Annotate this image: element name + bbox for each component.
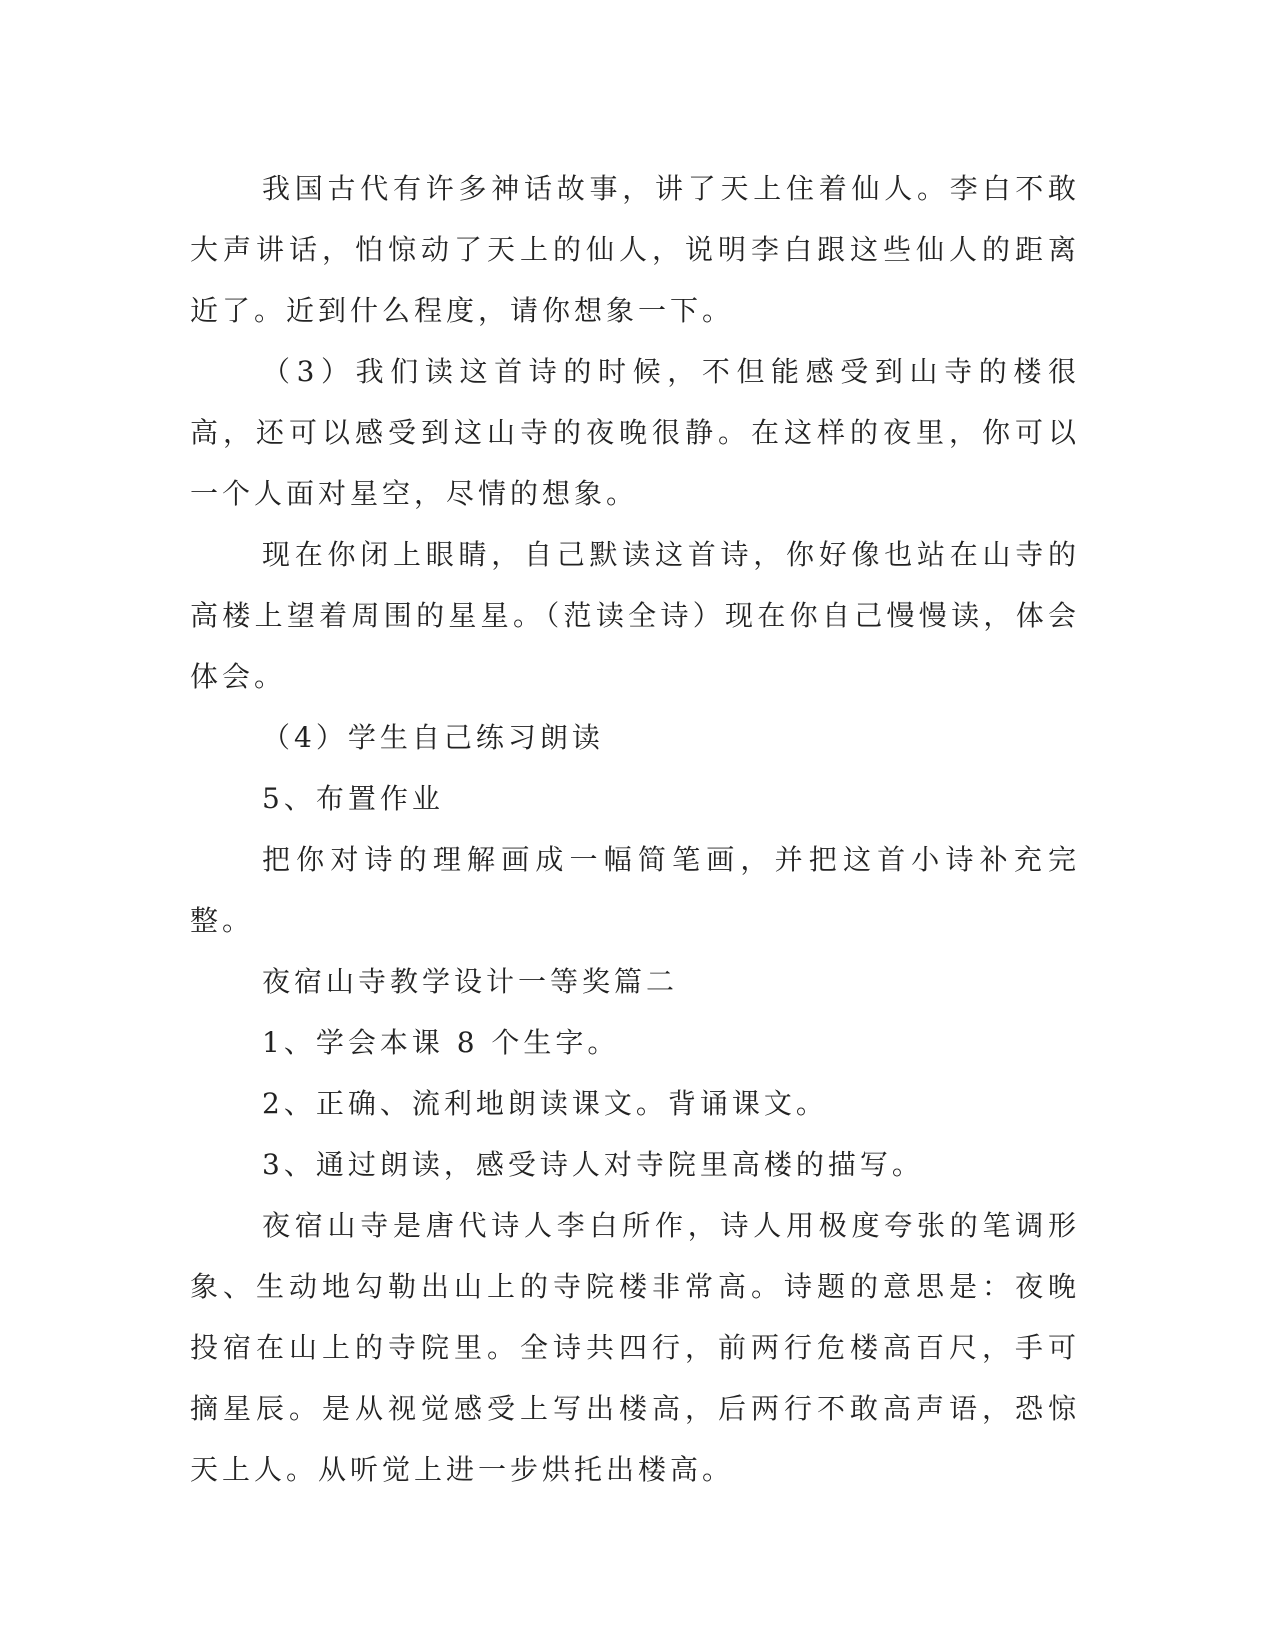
paragraph-step-3: （3）我们读这首诗的时候，不但能感受到山寺的楼很高，还可以感受到这山寺的夜晚很静。在这样的夜里，你可以一个人面对星空，尽情的想象。 <box>190 355 1080 510</box>
section-title: 夜宿山寺教学设计一等奖篇二 <box>262 965 679 998</box>
paragraph-step-4: （4）学生自己练习朗读 <box>262 721 604 754</box>
paragraph-homework-heading: 5、布置作业 <box>262 782 444 815</box>
goal-item-1: 1、学会本课 8 个生字。 <box>262 1026 620 1059</box>
paragraph-homework-task: 把你对诗的理解画成一幅简笔画，并把这首小诗补充完整。 <box>190 843 1080 937</box>
goal-item-2: 2、正确、流利地朗读课文。背诵课文。 <box>262 1087 828 1120</box>
goal-item-3: 3、通过朗读，感受诗人对寺院里高楼的描写。 <box>262 1148 924 1181</box>
paragraph-immortals: 我国古代有许多神话故事，讲了天上住着仙人。李白不敢大声讲话，怕惊动了天上的仙人，说明李白跟这些仙人的距离近了。近到什么程度，请你想象一下。 <box>190 172 1080 327</box>
document-body <box>190 158 1080 1500</box>
paragraph-close-eyes: 现在你闭上眼睛，自己默读这首诗，你好像也站在山寺的高楼上望着周围的星星。（范读全诗）现在你自己慢慢读，体会体会。 <box>190 538 1080 693</box>
paragraph-poem-intro: 夜宿山寺是唐代诗人李白所作，诗人用极度夸张的笔调形象、生动地勾勒出山上的寺院楼非常高。诗题的意思是：夜晚投宿在山上的寺院里。全诗共四行，前两行危楼高百尺，手可摘星辰。是从视觉感受上写出楼高，后两行不敢高声语，恐惊天上人。从听觉上进一步烘托出楼高。 <box>190 1209 1080 1486</box>
